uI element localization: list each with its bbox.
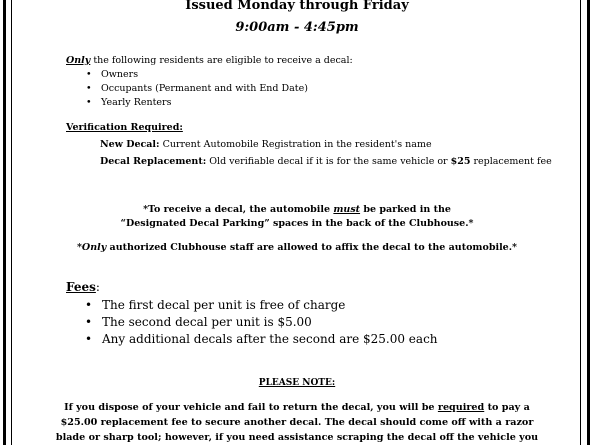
note-line2: $25.00 replacement fee to secure another decal. The decal should come off with a razor bbox=[60, 417, 534, 428]
fee-item-text: The second decal per unit is $5.00 bbox=[102, 315, 312, 329]
bullet-icon: • bbox=[86, 69, 92, 80]
note-text: If you dispose of your vehicle and fail to return the decal, you will be bbox=[64, 402, 438, 413]
fee-item-text: Any additional decals after the second are $25.00 each bbox=[102, 332, 438, 346]
fee-item-text: The first decal per unit is free of charge bbox=[102, 298, 346, 312]
decal-replacement-line bbox=[100, 156, 552, 167]
note-required: required bbox=[437, 402, 485, 413]
new-decal-line bbox=[100, 139, 432, 150]
parking-text: *To receive a decal, the automobile bbox=[143, 204, 334, 215]
staff-text: authorized Clubhouse staff are allowed to affix the decal to the automobile.* bbox=[106, 242, 518, 253]
eligibility-intro bbox=[66, 55, 353, 66]
header-hours: 9:00am - 4:45pm bbox=[235, 20, 359, 35]
eligibility-intro-text: the following residents are eligible to receive a decal: bbox=[90, 55, 353, 66]
eligibility-item bbox=[86, 83, 308, 94]
header-title: Issued Monday through Friday bbox=[185, 0, 409, 13]
new-decal-text: Current Automobile Registration in the resident's name bbox=[159, 139, 432, 150]
eligibility-item-text: Yearly Renters bbox=[101, 97, 172, 108]
eligibility-emphasis: Only bbox=[66, 55, 91, 66]
bullet-icon: • bbox=[85, 332, 93, 346]
fee-item bbox=[85, 315, 312, 329]
staff-emphasis: *Only bbox=[76, 242, 107, 253]
parking-must: must bbox=[333, 204, 361, 215]
parking-notice-line2: “Designated Decal Parking” spaces in the back of the Clubhouse.* bbox=[120, 218, 474, 229]
verification-heading: Verification Required: bbox=[66, 122, 183, 133]
staff-notice bbox=[0, 242, 594, 253]
bullet-icon: • bbox=[85, 298, 93, 312]
eligibility-item bbox=[86, 69, 138, 80]
eligibility-item-text: Owners bbox=[101, 69, 139, 80]
bullet-icon: • bbox=[85, 315, 93, 329]
decal-replacement-label: Decal Replacement: bbox=[100, 156, 207, 167]
parking-text: be parked in the bbox=[360, 204, 451, 215]
note-line1 bbox=[0, 402, 594, 413]
fee-item bbox=[85, 298, 345, 312]
eligibility-item-text: Occupants (Permanent and with End Date) bbox=[101, 83, 308, 94]
bullet-icon: • bbox=[86, 83, 92, 94]
please-note-heading: PLEASE NOTE: bbox=[258, 378, 336, 388]
decal-replacement-text: Old verifiable decal if it is for the same vehicle or bbox=[206, 156, 451, 167]
note-line3: blade or sharp tool; however, if you need assistance scraping the decal off the vehicle you bbox=[55, 432, 539, 443]
fee-item bbox=[85, 332, 438, 346]
note-text: to pay a bbox=[484, 402, 530, 413]
new-decal-label: New Decal: bbox=[100, 139, 160, 150]
fees-heading bbox=[66, 280, 100, 294]
decal-replacement-tail: replacement fee bbox=[470, 156, 552, 167]
replacement-fee: $25 bbox=[450, 156, 471, 167]
eligibility-item bbox=[86, 97, 171, 108]
parking-notice-line1 bbox=[0, 204, 594, 215]
fees-colon: : bbox=[95, 280, 100, 294]
bullet-icon: • bbox=[86, 97, 92, 108]
fees-heading-text: Fees bbox=[66, 280, 96, 294]
